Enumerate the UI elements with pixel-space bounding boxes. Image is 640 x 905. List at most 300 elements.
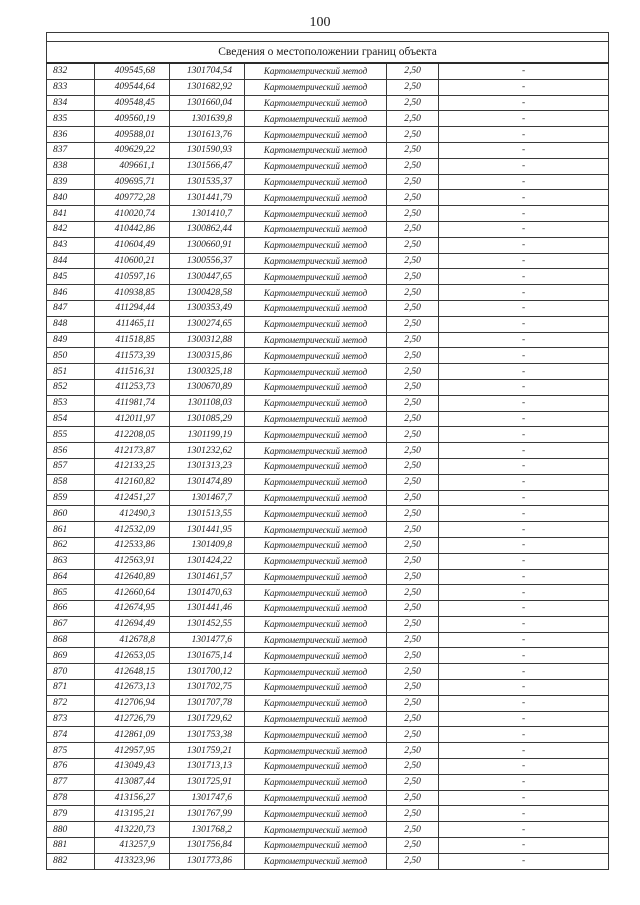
method-cell: Картометрический метод	[245, 774, 387, 790]
point-number-cell: 834	[47, 95, 95, 111]
point-number-cell: 857	[47, 458, 95, 474]
point-number-cell: 868	[47, 632, 95, 648]
description-cell: -	[439, 474, 609, 490]
method-cell: Картометрический метод	[245, 237, 387, 253]
method-cell: Картометрический метод	[245, 553, 387, 569]
point-number-cell: 867	[47, 616, 95, 632]
y-coordinate-cell: 1301410,7	[170, 206, 245, 222]
description-cell: -	[439, 790, 609, 806]
y-coordinate-cell: 1300556,37	[170, 253, 245, 269]
table-row	[47, 806, 609, 822]
method-cell: Картометрический метод	[245, 79, 387, 95]
x-coordinate-cell: 412648,15	[95, 664, 170, 680]
point-number-cell: 876	[47, 759, 95, 775]
description-cell: -	[439, 364, 609, 380]
x-coordinate-cell: 412490,3	[95, 506, 170, 522]
y-coordinate-cell: 1301759,21	[170, 743, 245, 759]
accuracy-cell: 2,50	[387, 806, 439, 822]
table-row	[47, 427, 609, 443]
method-cell: Картометрический метод	[245, 727, 387, 743]
table-row	[47, 632, 609, 648]
accuracy-cell: 2,50	[387, 838, 439, 854]
y-coordinate-cell: 1301590,93	[170, 142, 245, 158]
point-number-cell: 844	[47, 253, 95, 269]
table-row	[47, 664, 609, 680]
description-cell: -	[439, 316, 609, 332]
description-cell: -	[439, 569, 609, 585]
point-number-cell: 848	[47, 316, 95, 332]
method-cell: Картометрический метод	[245, 743, 387, 759]
description-cell: -	[439, 695, 609, 711]
y-coordinate-cell: 1301747,6	[170, 790, 245, 806]
method-cell: Картометрический метод	[245, 490, 387, 506]
table-row	[47, 443, 609, 459]
method-cell: Картометрический метод	[245, 111, 387, 127]
x-coordinate-cell: 412563,91	[95, 553, 170, 569]
description-cell: -	[439, 348, 609, 364]
y-coordinate-cell: 1300315,86	[170, 348, 245, 364]
method-cell: Картометрический метод	[245, 822, 387, 838]
x-coordinate-cell: 412173,87	[95, 443, 170, 459]
method-cell: Картометрический метод	[245, 300, 387, 316]
method-cell: Картометрический метод	[245, 790, 387, 806]
y-coordinate-cell: 1301441,79	[170, 190, 245, 206]
y-coordinate-cell: 1301085,29	[170, 411, 245, 427]
point-number-cell: 832	[47, 63, 95, 79]
accuracy-cell: 2,50	[387, 395, 439, 411]
x-coordinate-cell: 409695,71	[95, 174, 170, 190]
y-coordinate-cell: 1301767,99	[170, 806, 245, 822]
description-cell: -	[439, 553, 609, 569]
table-row	[47, 174, 609, 190]
accuracy-cell: 2,50	[387, 853, 439, 869]
table-row	[47, 490, 609, 506]
method-cell: Картометрический метод	[245, 95, 387, 111]
x-coordinate-cell: 409544,64	[95, 79, 170, 95]
table-row	[47, 158, 609, 174]
point-number-cell: 840	[47, 190, 95, 206]
table-row	[47, 601, 609, 617]
table-row	[47, 759, 609, 775]
description-cell: -	[439, 395, 609, 411]
point-number-cell: 856	[47, 443, 95, 459]
method-cell: Картометрический метод	[245, 458, 387, 474]
description-cell: -	[439, 680, 609, 696]
method-cell: Картометрический метод	[245, 63, 387, 79]
description-cell: -	[439, 806, 609, 822]
point-number-cell: 853	[47, 395, 95, 411]
table-row	[47, 411, 609, 427]
x-coordinate-cell: 412532,09	[95, 522, 170, 538]
accuracy-cell: 2,50	[387, 427, 439, 443]
accuracy-cell: 2,50	[387, 269, 439, 285]
y-coordinate-cell: 1300428,58	[170, 285, 245, 301]
description-cell: -	[439, 127, 609, 143]
y-coordinate-cell: 1301613,76	[170, 127, 245, 143]
accuracy-cell: 2,50	[387, 474, 439, 490]
accuracy-cell: 2,50	[387, 221, 439, 237]
table-row	[47, 774, 609, 790]
x-coordinate-cell: 412533,86	[95, 537, 170, 553]
point-number-cell: 859	[47, 490, 95, 506]
accuracy-cell: 2,50	[387, 332, 439, 348]
description-cell: -	[439, 411, 609, 427]
method-cell: Картометрический метод	[245, 190, 387, 206]
description-cell: -	[439, 63, 609, 79]
accuracy-cell: 2,50	[387, 490, 439, 506]
x-coordinate-cell: 410938,85	[95, 285, 170, 301]
accuracy-cell: 2,50	[387, 537, 439, 553]
method-cell: Картометрический метод	[245, 127, 387, 143]
description-cell: -	[439, 664, 609, 680]
method-cell: Картометрический метод	[245, 680, 387, 696]
accuracy-cell: 2,50	[387, 316, 439, 332]
accuracy-cell: 2,50	[387, 458, 439, 474]
x-coordinate-cell: 413156,27	[95, 790, 170, 806]
method-cell: Картометрический метод	[245, 174, 387, 190]
accuracy-cell: 2,50	[387, 111, 439, 127]
description-cell: -	[439, 237, 609, 253]
accuracy-cell: 2,50	[387, 585, 439, 601]
x-coordinate-cell: 409560,19	[95, 111, 170, 127]
x-coordinate-cell: 411465,11	[95, 316, 170, 332]
point-number-cell: 863	[47, 553, 95, 569]
table-row	[47, 458, 609, 474]
table-title: Сведения о местоположении границ объекта	[47, 42, 609, 64]
accuracy-cell: 2,50	[387, 237, 439, 253]
table-row	[47, 111, 609, 127]
method-cell: Картометрический метод	[245, 711, 387, 727]
method-cell: Картометрический метод	[245, 221, 387, 237]
point-number-cell: 836	[47, 127, 95, 143]
description-cell: -	[439, 142, 609, 158]
x-coordinate-cell: 410020,74	[95, 206, 170, 222]
point-number-cell: 860	[47, 506, 95, 522]
method-cell: Картометрический метод	[245, 427, 387, 443]
table-top-spacer	[47, 33, 609, 42]
point-number-cell: 842	[47, 221, 95, 237]
description-cell: -	[439, 190, 609, 206]
accuracy-cell: 2,50	[387, 822, 439, 838]
y-coordinate-cell: 1301566,47	[170, 158, 245, 174]
point-number-cell: 874	[47, 727, 95, 743]
y-coordinate-cell: 1301452,55	[170, 616, 245, 632]
accuracy-cell: 2,50	[387, 63, 439, 79]
point-number-cell: 843	[47, 237, 95, 253]
x-coordinate-cell: 412674,95	[95, 601, 170, 617]
accuracy-cell: 2,50	[387, 127, 439, 143]
x-coordinate-cell: 411573,39	[95, 348, 170, 364]
x-coordinate-cell: 411294,44	[95, 300, 170, 316]
point-number-cell: 839	[47, 174, 95, 190]
table-row	[47, 474, 609, 490]
y-coordinate-cell: 1301441,95	[170, 522, 245, 538]
accuracy-cell: 2,50	[387, 680, 439, 696]
description-cell: -	[439, 95, 609, 111]
description-cell: -	[439, 838, 609, 854]
accuracy-cell: 2,50	[387, 253, 439, 269]
table-row	[47, 727, 609, 743]
table-row	[47, 253, 609, 269]
y-coordinate-cell: 1301424,22	[170, 553, 245, 569]
point-number-cell: 855	[47, 427, 95, 443]
x-coordinate-cell: 409772,28	[95, 190, 170, 206]
description-cell: -	[439, 443, 609, 459]
table-row	[47, 522, 609, 538]
description-cell: -	[439, 79, 609, 95]
point-number-cell: 854	[47, 411, 95, 427]
point-number-cell: 872	[47, 695, 95, 711]
method-cell: Картометрический метод	[245, 664, 387, 680]
table-row	[47, 838, 609, 854]
description-cell: -	[439, 774, 609, 790]
method-cell: Картометрический метод	[245, 316, 387, 332]
x-coordinate-cell: 413220,73	[95, 822, 170, 838]
table-row	[47, 332, 609, 348]
point-number-cell: 865	[47, 585, 95, 601]
y-coordinate-cell: 1301232,62	[170, 443, 245, 459]
method-cell: Картометрический метод	[245, 806, 387, 822]
method-cell: Картометрический метод	[245, 537, 387, 553]
method-cell: Картометрический метод	[245, 411, 387, 427]
method-cell: Картометрический метод	[245, 695, 387, 711]
x-coordinate-cell: 409548,45	[95, 95, 170, 111]
description-cell: -	[439, 111, 609, 127]
point-number-cell: 835	[47, 111, 95, 127]
description-cell: -	[439, 158, 609, 174]
table-row	[47, 95, 609, 111]
table-row	[47, 585, 609, 601]
accuracy-cell: 2,50	[387, 142, 439, 158]
accuracy-cell: 2,50	[387, 711, 439, 727]
description-cell: -	[439, 221, 609, 237]
y-coordinate-cell: 1301513,55	[170, 506, 245, 522]
description-cell: -	[439, 253, 609, 269]
accuracy-cell: 2,50	[387, 95, 439, 111]
x-coordinate-cell: 412957,95	[95, 743, 170, 759]
table-row	[47, 569, 609, 585]
method-cell: Картометрический метод	[245, 474, 387, 490]
table-row	[47, 695, 609, 711]
accuracy-cell: 2,50	[387, 79, 439, 95]
method-cell: Картометрический метод	[245, 632, 387, 648]
table-row	[47, 743, 609, 759]
accuracy-cell: 2,50	[387, 774, 439, 790]
accuracy-cell: 2,50	[387, 743, 439, 759]
description-cell: -	[439, 601, 609, 617]
method-cell: Картометрический метод	[245, 443, 387, 459]
y-coordinate-cell: 1300447,65	[170, 269, 245, 285]
method-cell: Картометрический метод	[245, 569, 387, 585]
point-number-cell: 866	[47, 601, 95, 617]
table-row	[47, 790, 609, 806]
x-coordinate-cell: 413323,96	[95, 853, 170, 869]
table-header-row	[47, 42, 609, 64]
table-row	[47, 269, 609, 285]
description-cell: -	[439, 853, 609, 869]
y-coordinate-cell: 1301441,46	[170, 601, 245, 617]
accuracy-cell: 2,50	[387, 411, 439, 427]
point-number-cell: 878	[47, 790, 95, 806]
y-coordinate-cell: 1301535,37	[170, 174, 245, 190]
accuracy-cell: 2,50	[387, 616, 439, 632]
x-coordinate-cell: 413195,21	[95, 806, 170, 822]
y-coordinate-cell: 1301773,86	[170, 853, 245, 869]
x-coordinate-cell: 411516,31	[95, 364, 170, 380]
description-cell: -	[439, 506, 609, 522]
table-row	[47, 537, 609, 553]
accuracy-cell: 2,50	[387, 664, 439, 680]
description-cell: -	[439, 537, 609, 553]
x-coordinate-cell: 413257,9	[95, 838, 170, 854]
method-cell: Картометрический метод	[245, 364, 387, 380]
accuracy-cell: 2,50	[387, 506, 439, 522]
point-number-cell: 846	[47, 285, 95, 301]
table-row	[47, 79, 609, 95]
point-number-cell: 852	[47, 379, 95, 395]
y-coordinate-cell: 1301461,57	[170, 569, 245, 585]
x-coordinate-cell: 409629,22	[95, 142, 170, 158]
accuracy-cell: 2,50	[387, 379, 439, 395]
point-number-cell: 870	[47, 664, 95, 680]
table-row	[47, 616, 609, 632]
y-coordinate-cell: 1301729,62	[170, 711, 245, 727]
y-coordinate-cell: 1301477,6	[170, 632, 245, 648]
accuracy-cell: 2,50	[387, 190, 439, 206]
accuracy-cell: 2,50	[387, 759, 439, 775]
point-number-cell: 873	[47, 711, 95, 727]
point-number-cell: 847	[47, 300, 95, 316]
accuracy-cell: 2,50	[387, 158, 439, 174]
table-row	[47, 221, 609, 237]
table-row	[47, 142, 609, 158]
description-cell: -	[439, 285, 609, 301]
description-cell: -	[439, 727, 609, 743]
x-coordinate-cell: 412694,49	[95, 616, 170, 632]
description-cell: -	[439, 743, 609, 759]
y-coordinate-cell: 1301470,63	[170, 585, 245, 601]
method-cell: Картометрический метод	[245, 522, 387, 538]
accuracy-cell: 2,50	[387, 648, 439, 664]
point-number-cell: 875	[47, 743, 95, 759]
x-coordinate-cell: 412640,89	[95, 569, 170, 585]
point-number-cell: 869	[47, 648, 95, 664]
accuracy-cell: 2,50	[387, 300, 439, 316]
y-coordinate-cell: 1301702,75	[170, 680, 245, 696]
table-row	[47, 553, 609, 569]
point-number-cell: 864	[47, 569, 95, 585]
accuracy-cell: 2,50	[387, 727, 439, 743]
y-coordinate-cell: 1301467,7	[170, 490, 245, 506]
accuracy-cell: 2,50	[387, 601, 439, 617]
y-coordinate-cell: 1301474,89	[170, 474, 245, 490]
description-cell: -	[439, 490, 609, 506]
accuracy-cell: 2,50	[387, 790, 439, 806]
point-number-cell: 861	[47, 522, 95, 538]
page-number: 100	[309, 15, 331, 30]
description-cell: -	[439, 585, 609, 601]
point-number-cell: 833	[47, 79, 95, 95]
x-coordinate-cell: 412011,97	[95, 411, 170, 427]
description-cell: -	[439, 759, 609, 775]
x-coordinate-cell: 410600,21	[95, 253, 170, 269]
point-number-cell: 882	[47, 853, 95, 869]
table-row	[47, 364, 609, 380]
table-row	[47, 822, 609, 838]
x-coordinate-cell: 412653,05	[95, 648, 170, 664]
y-coordinate-cell: 1300353,49	[170, 300, 245, 316]
accuracy-cell: 2,50	[387, 695, 439, 711]
y-coordinate-cell: 1300862,44	[170, 221, 245, 237]
description-cell: -	[439, 427, 609, 443]
y-coordinate-cell: 1301704,54	[170, 63, 245, 79]
table-row	[47, 680, 609, 696]
method-cell: Картометрический метод	[245, 348, 387, 364]
table-row	[47, 206, 609, 222]
accuracy-cell: 2,50	[387, 569, 439, 585]
point-number-cell: 837	[47, 142, 95, 158]
table-row	[47, 300, 609, 316]
point-number-cell: 849	[47, 332, 95, 348]
point-number-cell: 858	[47, 474, 95, 490]
x-coordinate-cell: 413087,44	[95, 774, 170, 790]
y-coordinate-cell: 1301199,19	[170, 427, 245, 443]
point-number-cell: 881	[47, 838, 95, 854]
table-row	[47, 853, 609, 869]
table-row	[47, 648, 609, 664]
y-coordinate-cell: 1301660,04	[170, 95, 245, 111]
point-number-cell: 862	[47, 537, 95, 553]
point-number-cell: 845	[47, 269, 95, 285]
description-cell: -	[439, 269, 609, 285]
y-coordinate-cell: 1300325,18	[170, 364, 245, 380]
method-cell: Картометрический метод	[245, 585, 387, 601]
y-coordinate-cell: 1301753,38	[170, 727, 245, 743]
x-coordinate-cell: 409545,68	[95, 63, 170, 79]
description-cell: -	[439, 206, 609, 222]
point-number-cell: 850	[47, 348, 95, 364]
accuracy-cell: 2,50	[387, 285, 439, 301]
x-coordinate-cell: 412133,25	[95, 458, 170, 474]
table-row	[47, 506, 609, 522]
y-coordinate-cell: 1301713,13	[170, 759, 245, 775]
method-cell: Картометрический метод	[245, 285, 387, 301]
x-coordinate-cell: 412678,8	[95, 632, 170, 648]
table-row	[47, 63, 609, 79]
table-row	[47, 711, 609, 727]
accuracy-cell: 2,50	[387, 632, 439, 648]
y-coordinate-cell: 1301707,78	[170, 695, 245, 711]
description-cell: -	[439, 616, 609, 632]
method-cell: Картометрический метод	[245, 206, 387, 222]
x-coordinate-cell: 412660,64	[95, 585, 170, 601]
description-cell: -	[439, 822, 609, 838]
point-number-cell: 879	[47, 806, 95, 822]
method-cell: Картометрический метод	[245, 838, 387, 854]
point-number-cell: 838	[47, 158, 95, 174]
x-coordinate-cell: 412451,27	[95, 490, 170, 506]
method-cell: Картометрический метод	[245, 506, 387, 522]
table-row	[47, 127, 609, 143]
accuracy-cell: 2,50	[387, 348, 439, 364]
table-row	[47, 190, 609, 206]
method-cell: Картометрический метод	[245, 616, 387, 632]
x-coordinate-cell: 411253,73	[95, 379, 170, 395]
x-coordinate-cell: 410442,86	[95, 221, 170, 237]
x-coordinate-cell: 409588,01	[95, 127, 170, 143]
description-cell: -	[439, 632, 609, 648]
x-coordinate-cell: 411981,74	[95, 395, 170, 411]
